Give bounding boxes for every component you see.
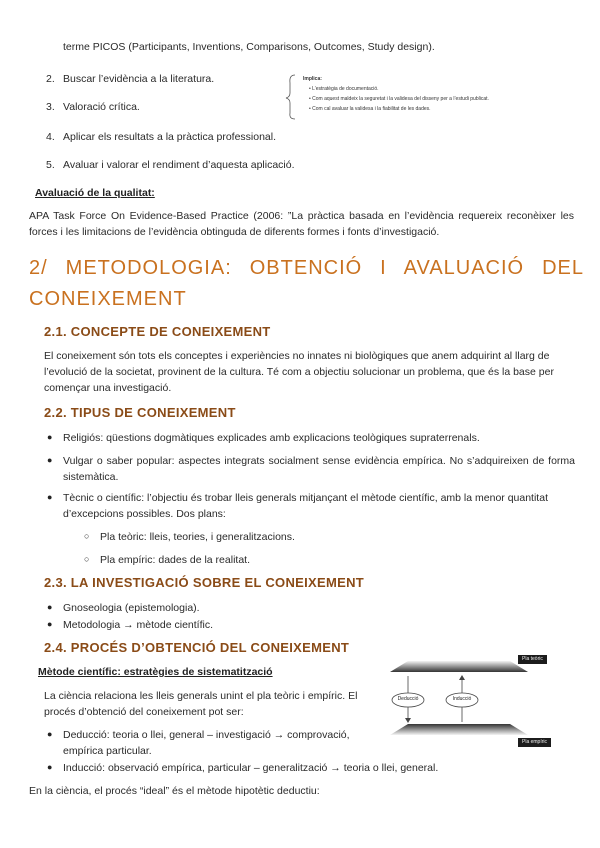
section-title: 2/ METODOLOGIA: OBTENCIÓ I AVALUACIÓ DEL CONEIXEMENT bbox=[29, 257, 584, 310]
brace-icon bbox=[283, 73, 301, 121]
list-item: Vulgar o saber popular: aspectes integrats socialment sense evidència empírica. No s’adquireixen de forma sistemàtica. bbox=[63, 455, 575, 483]
side-note-text: Com aquest maldeix la seguretat i la validesa del disseny per a l’estudi publicat. bbox=[312, 96, 489, 102]
step-number: 4. bbox=[46, 131, 55, 143]
arrow-head-icon bbox=[459, 675, 465, 680]
heading-2-3: 2.3. LA INVESTIGACIÓ SOBRE EL CONEIXEMENT bbox=[44, 575, 365, 590]
knowledge-diagram bbox=[378, 652, 578, 752]
step-text: Aplicar els resultats a la pràctica professional. bbox=[63, 131, 277, 143]
list-item: Metodologia → mètode científic. bbox=[63, 619, 213, 631]
picos-line: terme PICOS (Participants, Inventions, Comparisons, Outcomes, Study design). bbox=[63, 41, 435, 53]
bullet-icon: ● bbox=[47, 729, 53, 739]
theory-plane-label: Pla teòric bbox=[518, 655, 547, 664]
bullet-icon: ● bbox=[47, 619, 53, 629]
sub-list-item: Pla teòric: lleis, teories, i generalitzacions. bbox=[100, 531, 295, 543]
side-note-item: • L’estratègia de documentació. bbox=[309, 86, 379, 92]
heading-2-2: 2.2. TIPUS DE CONEIXEMENT bbox=[44, 405, 236, 420]
heading-2-4: 2.4. PROCÉS D’OBTENCIÓ DEL CONEIXEMENT bbox=[44, 640, 350, 655]
list-item: Gnoseologia (epistemologia). bbox=[63, 602, 200, 614]
method-intro: La ciència relaciona les lleis generals unint el pla teòric i empíric. El procés d’obtenció del coneixement pot ser: bbox=[44, 690, 358, 718]
step-text: Valoració crítica. bbox=[63, 101, 140, 113]
step-number: 3. bbox=[46, 101, 55, 113]
theory-plane bbox=[390, 661, 528, 672]
side-note bbox=[283, 73, 583, 121]
bullet-icon: ● bbox=[47, 432, 53, 442]
bullet-icon: ● bbox=[47, 455, 53, 465]
bullet-icon: ● bbox=[47, 602, 53, 612]
side-note-item: • Com cal avaluar la validesa i la fiabilitat de les dades. bbox=[309, 106, 431, 112]
step-number: 5. bbox=[46, 159, 55, 171]
method-subheading: Mètode científic: estratègies de sistematització bbox=[38, 666, 273, 678]
side-note-text: L’estratègia de documentació. bbox=[312, 86, 379, 92]
list-item: Religiós: qüestions dogmàtiques explicades amb explicacions teològiques supraterrenals. bbox=[63, 432, 480, 444]
quality-heading: Avaluació de la qualitat: bbox=[35, 187, 155, 199]
concept-text: El coneixement són tots els conceptes i experiències no innates ni biològiques que anem adquirint al llarg de l’evolució de la societat, provinent de la cultura. Té com a objectiu solucionar un problema, que és la base per començar una investigació. bbox=[44, 350, 554, 394]
step-number: 2. bbox=[46, 73, 55, 85]
side-note-item: • Com aquest maldeix la seguretat i la validesa del disseny per a l’estudi publicat. bbox=[309, 96, 489, 102]
sub-list-item: Pla empíric: dades de la realitat. bbox=[100, 554, 250, 566]
step-text: Avaluar i valorar el rendiment d’aquesta aplicació. bbox=[63, 159, 295, 171]
heading-2-1: 2.1. CONCEPTE DE CONEIXEMENT bbox=[44, 324, 271, 339]
side-note-title: Implica: bbox=[303, 76, 322, 82]
bullet-icon: ● bbox=[47, 762, 53, 772]
circle-bullet-icon: ○ bbox=[84, 531, 90, 541]
closing-text: En la ciència, el procés “ideal” és el mètode hipotètic deductiu: bbox=[29, 785, 320, 797]
induction-label: Inducció bbox=[452, 696, 472, 702]
deduction-label: Deducció bbox=[397, 696, 419, 702]
quality-text: APA Task Force On Evidence-Based Practice (2006: ”La pràctica basada en l’evidència requereix reconèixer les forces i les limitacions de l’evidència obtinguda de diferents formes i fonts d’investigació. bbox=[29, 210, 574, 238]
list-item: Tècnic o científic: l’objectiu és trobar lleis generals mitjançant el mètode científic, amb la menor quantitat d’excepcions possibles. Dos plans: bbox=[63, 492, 548, 520]
list-item: Inducció: observació empírica, particular – generalització → teoria o llei, general. bbox=[63, 762, 439, 774]
empiric-plane bbox=[390, 724, 528, 735]
circle-bullet-icon: ○ bbox=[84, 554, 90, 564]
planes-diagram bbox=[378, 652, 578, 752]
empiric-plane-label: Pla empíric bbox=[518, 738, 551, 747]
step-text: Buscar l’evidència a la literatura. bbox=[63, 73, 215, 85]
arrow-head-icon bbox=[405, 718, 411, 723]
list-item: Deducció: teoria o llei, general – investigació → comprovació, empírica particular. bbox=[63, 729, 350, 757]
bullet-icon: ● bbox=[47, 492, 53, 502]
side-note-text: Com cal avaluar la validesa i la fiabilitat de les dades. bbox=[312, 106, 431, 112]
